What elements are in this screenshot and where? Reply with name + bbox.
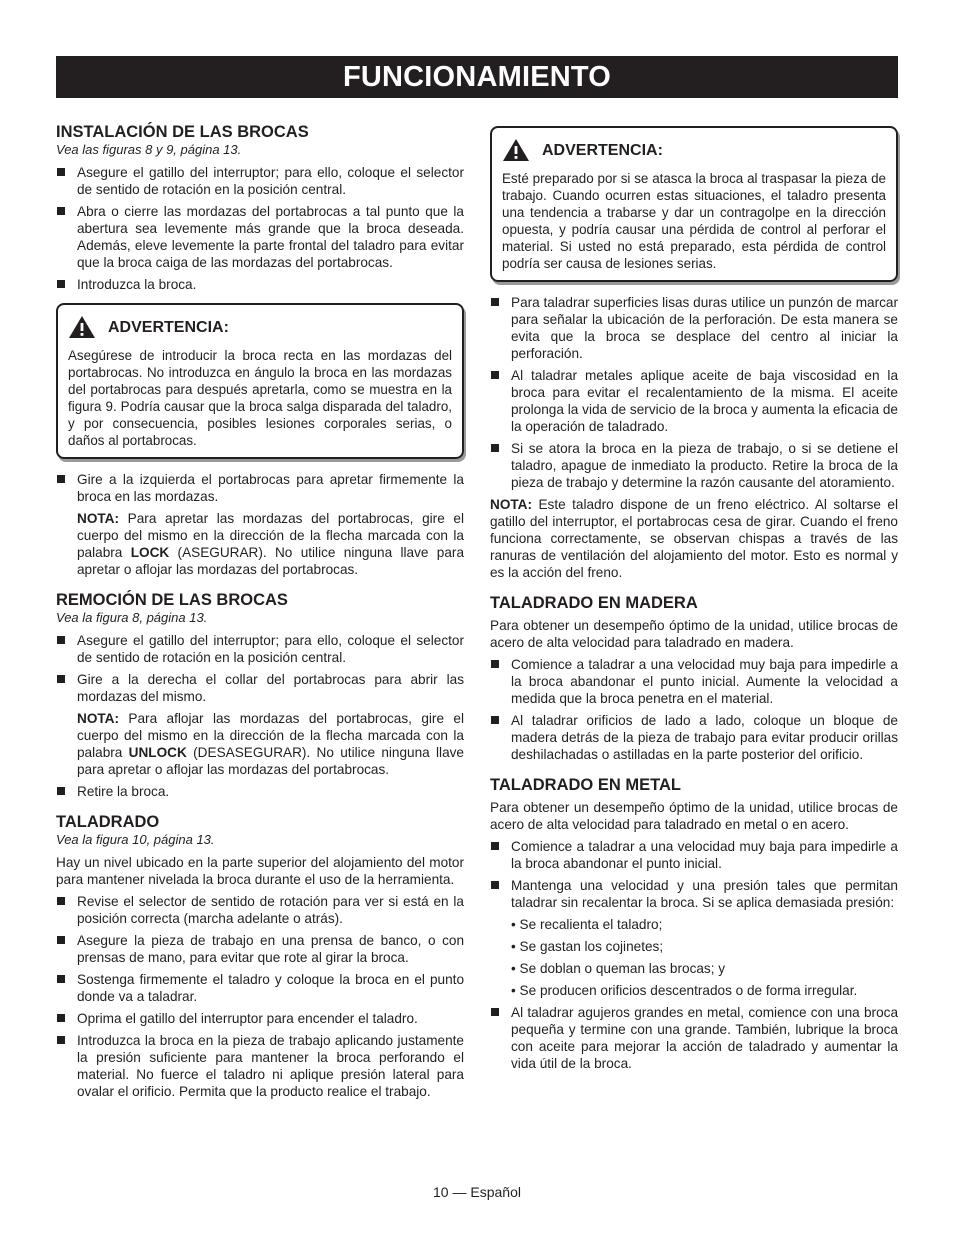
paragraph: Hay un nivel ubicado en la parte superior del alojamiento del motor para mantener nivelada la broca durante el uso de la herramienta. <box>56 855 464 887</box>
bullet-list <box>490 656 898 763</box>
list-item-text: Asegure el gatillo del interruptor; para ello, coloque el selector de sentido de rotación en la posición central. <box>77 633 464 665</box>
warning-text: Asegúrese de introducir la broca recta en las mordazas del portabrocas. No introduzca en ángulo la broca en las mordazas del portabrocas para después apretarla, como se muestra en la figura 9. Podría causar que la broca salga disparada del taladro, y por consecuencia, posibles lesiones corporales serias, o daños al portabrocas. <box>68 348 452 448</box>
square-bullet-icon <box>57 207 65 215</box>
list-item-text: Mantenga una velocidad y una presión tales que permitan taladrar sin recalentar la broca. Si se aplica demasiada presión: <box>511 878 898 910</box>
figure-reference: Vea la figura 8, página 13. <box>56 610 208 625</box>
list-item <box>56 971 464 1005</box>
list-item <box>56 276 464 293</box>
list-item <box>56 1032 464 1100</box>
list-item <box>490 440 898 491</box>
figure-reference: Vea las figuras 8 y 9, página 13. <box>56 142 242 157</box>
square-bullet-icon <box>57 475 65 483</box>
square-bullet-icon <box>491 660 499 668</box>
list-item <box>56 893 464 927</box>
square-bullet-icon <box>57 975 65 983</box>
list-item <box>56 471 464 505</box>
bullet-list <box>56 893 464 1100</box>
warning-box <box>490 126 898 282</box>
square-bullet-icon <box>491 716 499 724</box>
square-bullet-icon <box>57 675 65 683</box>
list-item <box>56 671 464 705</box>
square-bullet-icon <box>57 1014 65 1022</box>
note-keyword: LOCK <box>130 545 170 560</box>
square-bullet-icon <box>57 168 65 176</box>
bullet-list <box>56 632 464 705</box>
page-title: FUNCIONAMIENTO <box>56 56 898 98</box>
warning-title: ADVERTENCIA: <box>108 318 229 336</box>
list-item <box>490 1004 898 1072</box>
note-label: NOTA: <box>77 711 120 726</box>
square-bullet-icon <box>491 444 499 452</box>
list-item-text: Oprima el gatillo del interruptor para encender el taladro. <box>77 1011 418 1026</box>
square-bullet-icon <box>57 936 65 944</box>
section-heading-remocion: REMOCIÓN DE LAS BROCAS <box>56 591 288 609</box>
list-item <box>56 632 464 666</box>
note-label: NOTA: <box>77 511 120 526</box>
list-item <box>56 203 464 271</box>
list-item <box>490 367 898 435</box>
list-item <box>56 783 464 800</box>
list-item-text: Asegure el gatillo del interruptor; para ello, coloque el selector de sentido de rotación en la posición central. <box>77 165 464 197</box>
square-bullet-icon <box>491 881 499 889</box>
warning-triangle-icon <box>68 315 96 339</box>
sub-list-item: • Se producen orificios descentrados o de forma irregular. <box>511 983 858 998</box>
warning-box <box>56 303 464 459</box>
page-footer: 10 — Español <box>433 1184 521 1200</box>
list-item-text: Gire a la izquierda el portabrocas para apretar firmemente la broca en las mordazas. <box>77 472 464 504</box>
list-item-text: Al taladrar agujeros grandes en metal, comience con una broca pequeña y termine con una grande. También, lubrique la broca con aceite para mejorar la acción de taladrado y aumentar la vida útil de la broca. <box>511 1005 898 1071</box>
paragraph: Para obtener un desempeño óptimo de la unidad, utilice brocas de acero de alta velocidad para taladrado en metal o en acero. <box>490 800 898 832</box>
list-item <box>490 294 898 362</box>
list-item-text: Comience a taladrar a una velocidad muy baja para impedirle a la broca abandonar el punto inicial. Aumente la velocidad a medida que la broca penetra en el material. <box>511 657 898 706</box>
square-bullet-icon <box>491 842 499 850</box>
list-item-text: Al taladrar orificios de lado a lado, coloque un bloque de madera detrás de la pieza de trabajo para evitar producir orillas deshilachadas o astilladas en la parte posterior del orificio. <box>511 713 898 762</box>
note-text: (DESASEGURAR). No utilice ninguna llave para apretar o aflojar las mordazas del portabrocas. <box>77 745 464 777</box>
sub-list-item: • Se doblan o queman las brocas; y <box>511 961 726 976</box>
note <box>56 510 464 578</box>
warning-title: ADVERTENCIA: <box>542 141 663 159</box>
list-item <box>56 932 464 966</box>
note-text: Este taladro dispone de un freno eléctrico. Al soltarse el gatillo del interruptor, el portabrocas cesa de girar. Cuando el freno funciona correctamente, se observan chispas a través de las ranuras de ventilación del alojamiento del motor. Esto es normal y es la acción del freno. <box>490 497 898 580</box>
list-item <box>490 712 898 763</box>
list-item-text: Introduzca la broca. <box>77 277 197 292</box>
list-item-text: Si se atora la broca en la pieza de trabajo, o si se detiene el taladro, apague de inmediato la producto. Retire la broca de la pieza de trabajo y determine la razón causante del atoramiento. <box>511 441 898 490</box>
section-heading-madera: TALADRADO EN MADERA <box>490 594 698 612</box>
right-column <box>490 126 898 1077</box>
list-item <box>490 656 898 707</box>
square-bullet-icon <box>491 371 499 379</box>
square-bullet-icon <box>57 897 65 905</box>
sub-list-item: • Se gastan los cojinetes; <box>511 939 664 954</box>
left-column <box>56 122 464 1105</box>
list-item-text: Al taladrar metales aplique aceite de baja viscosidad en la broca para evitar el recalentamiento de la misma. El aceite prolonga la vida de servicio de la broca y aumenta la eficacia de la operación de taladrado. <box>511 368 898 434</box>
note-label: NOTA: <box>490 497 533 512</box>
list-item <box>490 838 898 872</box>
bullet-list <box>56 471 464 505</box>
bullet-list <box>56 783 464 800</box>
bullet-list <box>490 1004 898 1072</box>
list-item-text: Abra o cierre las mordazas del portabrocas a tal punto que la abertura sea levemente más grande que la broca deseada. Además, eleve levemente la parte frontal del taladro para evitar que la broca caiga de las mordazas del portabrocas. <box>77 204 464 270</box>
list-item <box>56 1010 464 1027</box>
square-bullet-icon <box>57 1036 65 1044</box>
square-bullet-icon <box>57 636 65 644</box>
note-text: Para apretar las mordazas del portabrocas, gire el cuerpo del mismo en la dirección de la flecha marcada con la palabra <box>77 511 464 560</box>
square-bullet-icon <box>491 1008 499 1016</box>
paragraph: Para obtener un desempeño óptimo de la unidad, utilice brocas de acero de alta velocidad para taladrado en madera. <box>490 618 898 650</box>
list-item-text: Asegure la pieza de trabajo en una prensa de banco, o con prensas de mano, para evitar que rote al girar la broca. <box>77 933 464 965</box>
sub-list <box>490 916 898 999</box>
section-heading-instalacion: INSTALACIÓN DE LAS BROCAS <box>56 123 309 141</box>
warning-text: Esté preparado por si se atasca la broca al traspasar la pieza de trabajo. Cuando ocurren estas situaciones, el taladro presenta una tendencia a trabarse y dar un contragolpe en la dirección opuesta, y podría causar una pérdida de control al perforar el material. Si usted no está preparado, esta pérdida de control podría ser causa de lesiones serias. <box>502 171 886 271</box>
list-item-text: Gire a la derecha el collar del portabrocas para abrir las mordazas del mismo. <box>77 672 464 704</box>
note-text: (ASEGURAR). No utilice ninguna llave para apretar o aflojar las mordazas del portabrocas. <box>77 545 464 577</box>
section-heading-metal: TALADRADO EN METAL <box>490 776 681 794</box>
sub-list-item: • Se recalienta el taladro; <box>511 917 663 932</box>
list-item-text: Revise el selector de sentido de rotación para ver si está en la posición correcta (marcha adelante o atrás). <box>77 894 464 926</box>
warning-triangle-icon <box>502 138 530 162</box>
note-text: Para aflojar las mordazas del portabrocas, gire el cuerpo del mismo en la dirección de la flecha marcada con la palabra <box>77 711 464 760</box>
list-item-text: Retire la broca. <box>77 784 170 799</box>
list-item <box>56 164 464 198</box>
square-bullet-icon <box>57 787 65 795</box>
list-item-text: Introduzca la broca en la pieza de trabajo aplicando justamente la presión suficiente para mantener la broca perforando el material. No fuerce el taladro ni aplique presión lateral para ovalar el orificio. Permita que la producto realice el trabajo. <box>77 1033 464 1099</box>
list-item-text: Comience a taladrar a una velocidad muy baja para impedirle a la broca abandonar el punto inicial. <box>511 839 898 871</box>
bullet-list <box>490 294 898 491</box>
note <box>56 710 464 778</box>
square-bullet-icon <box>491 298 499 306</box>
list-item-text: Sostenga firmemente el taladro y coloque la broca en el punto donde va a taladrar. <box>77 972 464 1004</box>
list-item <box>490 877 898 911</box>
square-bullet-icon <box>57 280 65 288</box>
note <box>490 496 898 581</box>
section-heading-taladrado: TALADRADO <box>56 813 160 831</box>
list-item-text: Para taladrar superficies lisas duras utilice un punzón de marcar para señalar la ubicación de la perforación. De esta manera se evita que la broca se desplace del centro al iniciar la perforación. <box>511 295 898 361</box>
bullet-list <box>490 838 898 911</box>
note-keyword: UNLOCK <box>128 745 187 760</box>
figure-reference: Vea la figura 10, página 13. <box>56 832 215 847</box>
bullet-list <box>56 164 464 293</box>
